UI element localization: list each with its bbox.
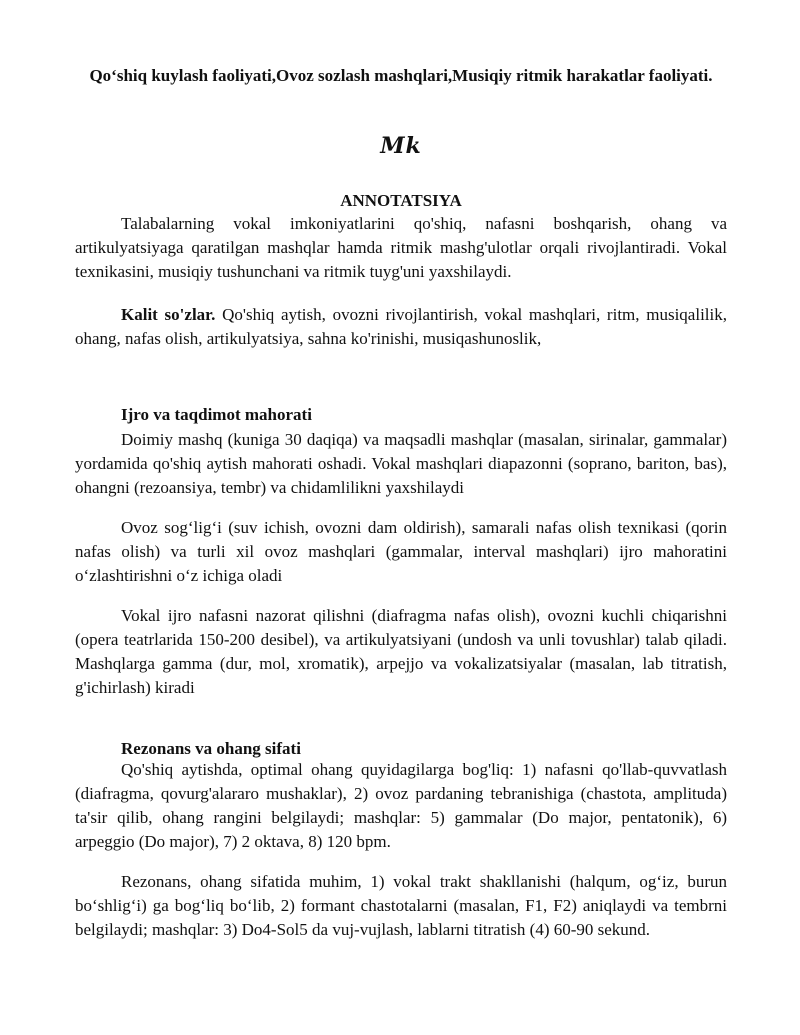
section-paragraph: Qo'shiq aytishda, optimal ohang quyidagilarga bog'liq: 1) nafasni qo'llab-quvvatlash (diafragma, qovurg'alararo mushaklar), 2) ovoz pardaning tebranishiga (chastota, amplituda) ta'sir qilib, ohang rangini belgilaydi; mashqlar: 5) gammalar (Do major, pentatonik), 6) arpeggio (Do major), 7) 2 oktava, 8) 120 bpm. <box>75 760 727 851</box>
section-paragraph: Doimiy mashq (kuniga 30 daqiqa) va maqsadli mashqlar (masalan, sirinalar, gammalar) yordamida qo'shiq aytish mahorati oshadi. Vokal mashqlari diapazonni (soprano, bariton, bas), ohangni (rezoansiya, tembr) va chidamlilikni yaxshilaydi <box>75 430 727 497</box>
section-paragraph: Ovoz sog‘lig‘i (suv ichish, ovozni dam oldirish), samarali nafas olish texnikasi (qorin nafas olish) va turli xil ovoz mashqlari (gammalar, interval mashqlari) ijro mahoratini o‘zlashtirishni o‘z ichiga oladi <box>75 518 727 585</box>
document-page <box>75 0 727 1035</box>
section-paragraph: Rezonans, ohang sifatida muhim, 1) vokal trakt shakllanishi (halqum, og‘iz, burun bo‘shlig‘i) ga bog‘liq bo‘lib, 2) formant chastotalarni (masalan, F1, F2) aniqlaydi va tembrni belgilaydi; mashqlar: 3) Do4-Sol5 da vuj-vujlash, lablarni titratish (4) 60-90 sekund. <box>75 872 727 939</box>
keywords-paragraph <box>75 303 727 351</box>
author-signature: Mk <box>380 133 422 159</box>
keywords-label: Kalit so'zlar. <box>121 305 216 324</box>
keywords-text: Qo'shiq aytish, ovozni rivojlantirish, vokal mashqlari, ritm, musiqalilik, ohang, nafas olish, artikulyatsiya, sahna ko'rinishi, musiqashunoslik, <box>75 305 727 348</box>
section-heading: Ijro va taqdimot mahorati <box>121 405 312 424</box>
document-title: Qo‘shiq kuylash faoliyati,Ovoz sozlash mashqlari,Musiqiy ritmik harakatlar faoliyati. <box>89 66 713 85</box>
section-heading: Rezonans va ohang sifati <box>121 739 301 758</box>
section-paragraph: Vokal ijro nafasni nazorat qilishni (diafragma nafas olish), ovozni kuchli chiqarishni (opera teatrlarida 150-200 desibel), va artikulyatsiyani (undosh va unli tovushlar) talab qiladi. Mashqlarga gamma (dur, mol, xromatik), arpejjo va vokalizatsiyalar (masalan, lab titratish, g'ichirlash) kiradi <box>75 606 727 697</box>
annotation-text: Talabalarning vokal imkoniyatlarini qo'shiq, nafasni boshqarish, ohang va artikulyatsiyaga qaratilgan mashqlar hamda ritmik mashg'ulotlar orqali rivojlantiradi. Vokal texnikasini, musiqiy tushunchani va ritmik tuyg'uni yaxshilaydi. <box>75 214 727 281</box>
annotation-heading: ANNOTATSIYA <box>340 191 462 210</box>
